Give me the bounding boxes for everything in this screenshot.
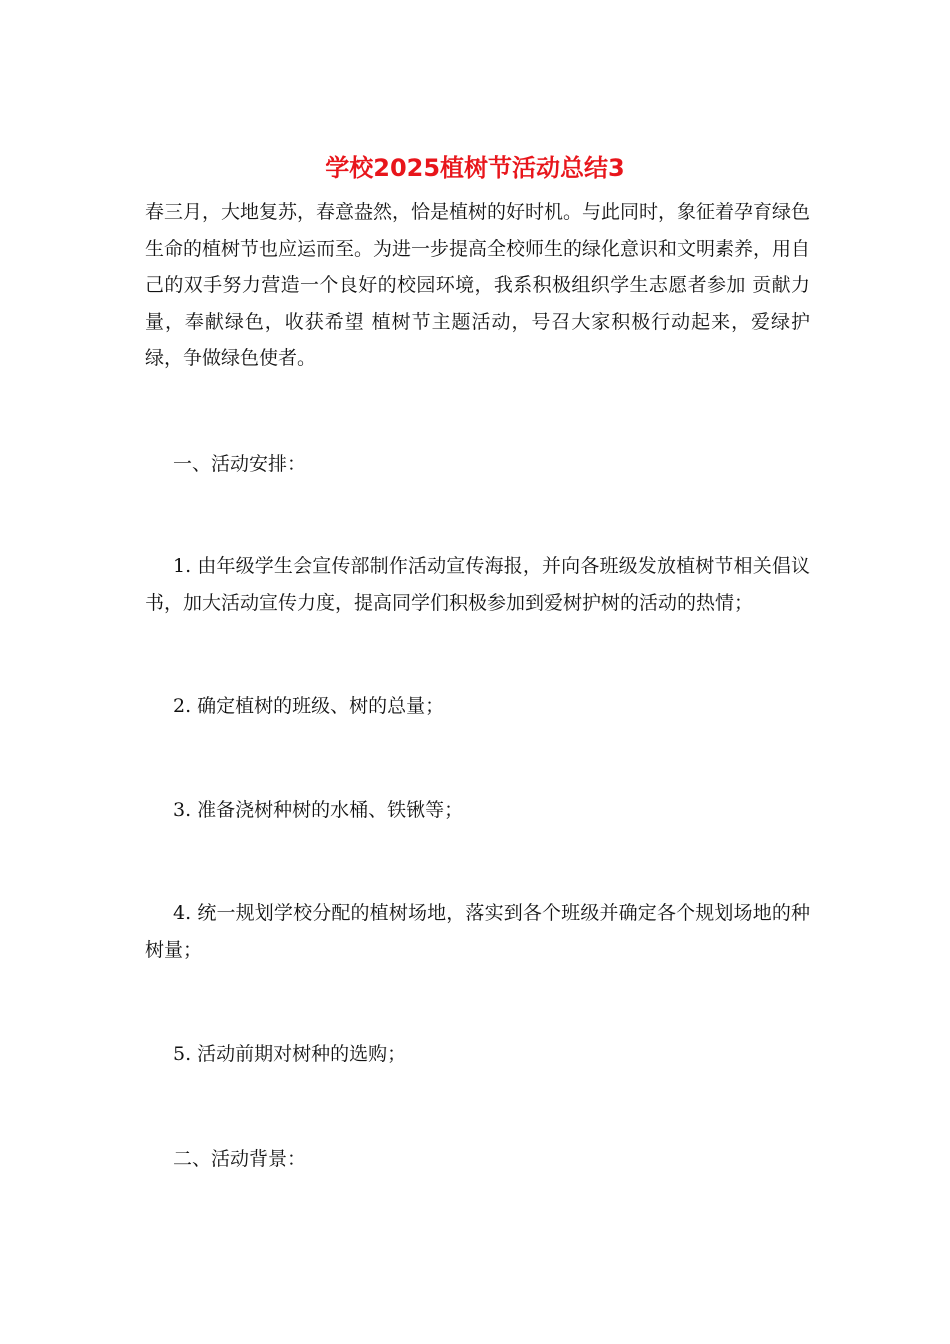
- list-item: 4. 统一规划学校分配的植树场地，落实到各个班级并确定各个规划场地的种树量；: [145, 902, 810, 961]
- section-heading-arrangement: 一、活动安排：: [173, 453, 307, 475]
- list-item: 1. 由年级学生会宣传部制作活动宣传海报，并向各班级发放植树节相关倡议书，加大活动宣传力度，提高同学们积极参加到爱树护树的活动的热情；: [145, 555, 810, 614]
- list-item: 5. 活动前期对树种的选购；: [173, 1043, 407, 1065]
- intro-paragraph: 春三月，大地复苏，春意盎然，恰是植树的好时机。与此同时，象征着孕育绿色生命的植树节也应运而至。为进一步提高全校师生的绿化意识和文明素养，用自己的双手努力营造一个良好的校园环境，我系积极组织学生志愿者参加 贡献力量，奉献绿色，收获希望 植树节主题活动，号召大家积极行动起来，爱绿护绿，争做绿色使者。: [145, 201, 811, 369]
- document-title: 学校2025植树节活动总结3: [325, 154, 625, 182]
- list-item: 2. 确定植树的班级、树的总量；: [173, 695, 445, 717]
- section-heading-background: 二、活动背景：: [173, 1148, 307, 1170]
- list-item: 3. 准备浇树种树的水桶、铁锹等；: [173, 799, 464, 821]
